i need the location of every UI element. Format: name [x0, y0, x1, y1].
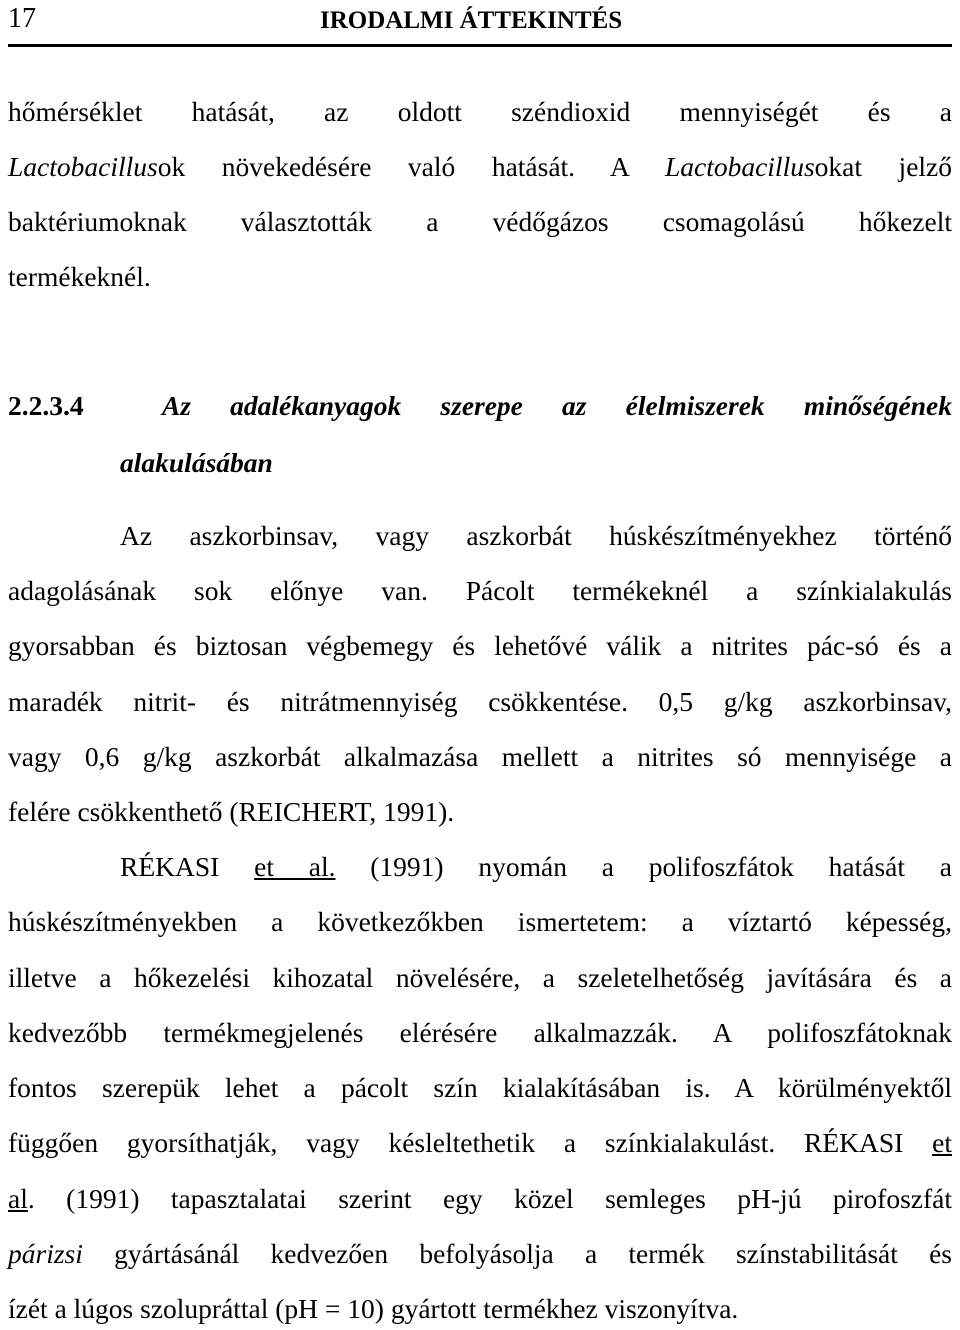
section-number: 2.2.3.4 [8, 390, 84, 421]
text-run: okat jelző [814, 151, 952, 182]
species-name: Lactobacillus [664, 151, 815, 182]
paragraph-1-line-4: termékeknél. [8, 261, 151, 292]
paragraph-2-line-5: vagy 0,6 g/kg aszkorbát alkalmazása mellett a nitrites só mennyisége a [8, 741, 952, 772]
text-run: (1991) nyomán a polifoszfátok hatását a [335, 851, 952, 882]
paragraph-2-line-2: adagolásának sok előnye van. Pácolt termékeknél a színkialakulás [8, 575, 952, 606]
text-run: . (1991) tapasztalatai szerint egy közel semleges pH-jú pirofoszfát [27, 1183, 952, 1214]
text-run: gyártásánál kedvezően befolyásolja a termék színstabilitását és [82, 1238, 952, 1269]
paragraph-3-line-5: fontos szerepük lehet a pácolt szín kialakításában is. A körülményektől [8, 1072, 952, 1103]
paragraph-3-line-2: húskészítményekben a következőkben ismertetem: a víztartó képesség, [8, 906, 952, 937]
section-title-continued: alakulásában [120, 447, 273, 478]
et-al: et al. [254, 851, 336, 882]
paragraph-1-line-3: baktériumoknak választották a védőgázos csomagolású hőkezelt [8, 206, 952, 237]
paragraph-2-line-4: maradék nitrit- és nitrátmennyiség csökkentése. 0,5 g/kg aszkorbinsav, [8, 686, 952, 717]
text-run: ok növekedésére való hatását. A [157, 151, 665, 182]
section-heading [8, 388, 952, 424]
paragraph-1-line-2 [8, 149, 952, 185]
page-number: 17 [8, 3, 36, 34]
paragraph-2-line-3: gyorsabban és biztosan végbemegy és lehetővé válik a nitrites pác-só és a [8, 630, 952, 661]
text-run: függően gyorsíthatják, vagy késleltethetik a színkialakulást. RÉKASI [8, 1127, 933, 1158]
running-header [8, 4, 952, 47]
paragraph-2-line-6: felére csökkenthető (REICHERT, 1991). [8, 796, 455, 827]
running-title: IRODALMI ÁTTEKINTÉS [320, 7, 623, 34]
paragraph-3-line-8 [8, 1236, 952, 1272]
product-name: párizsi [8, 1238, 83, 1269]
species-name: Lactobacillus [8, 151, 158, 182]
et-al: et [932, 1127, 952, 1158]
paragraph-3-line-7 [8, 1181, 952, 1217]
et-al: al [8, 1183, 28, 1214]
paragraph-3-line-6 [8, 1125, 952, 1161]
section-title: Az adalékanyagok szerepe az élelmiszerek minőségének [161, 390, 953, 421]
paragraph-2-line-1: Az aszkorbinsav, vagy aszkorbát húskészítményekhez történő [120, 520, 952, 551]
paragraph-3-line-3: illetve a hőkezelési kihozatal növelésére, a szeletelhetőség javítására és a [8, 962, 952, 993]
text-run: RÉKASI [120, 851, 255, 882]
paragraph-3-line-4: kedvezőbb termékmegjelenés elérésére alkalmazzák. A polifoszfátoknak [8, 1017, 952, 1048]
paragraph-3-line-1 [120, 849, 952, 885]
paragraph-1-line-1: hőmérséklet hatását, az oldott széndioxid mennyiségét és a [8, 96, 952, 127]
paragraph-3-line-9: ízét a lúgos szolupráttal (pH = 10) gyártott termékhez viszonyítva. [8, 1293, 739, 1324]
